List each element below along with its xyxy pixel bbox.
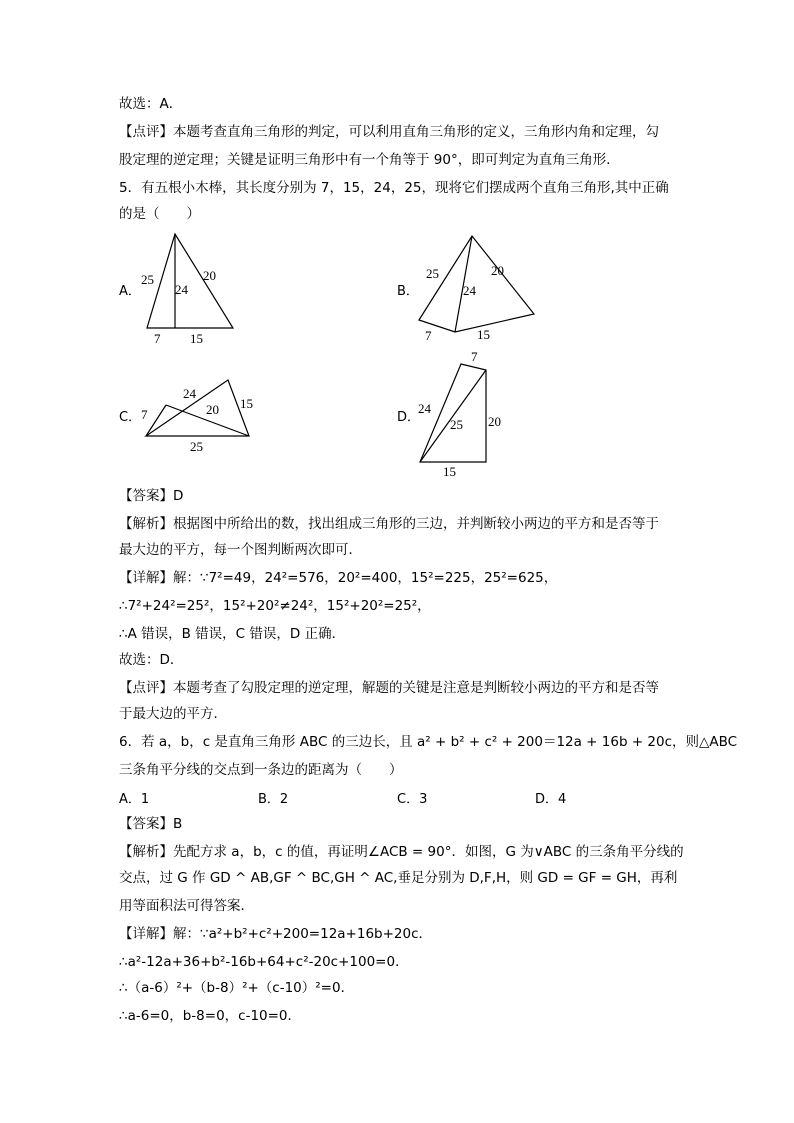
figure-b-label: 15: [477, 327, 490, 342]
figure-d-label: 7: [471, 349, 478, 364]
figure-c-label: 24: [183, 386, 196, 401]
figure-d-label: 25: [450, 417, 463, 432]
question-6-stem: 三条角平分线的交点到一条边的距离为（ ）: [119, 762, 403, 778]
analysis-text: 交点，过 G 作 GD ^ AB,GF ^ BC,GH ^ AC,垂足分别为 D,F,H，则 GD = GF = GH，再利: [119, 870, 678, 886]
figure-b-label: 24: [463, 283, 476, 298]
solution-text: ∴a²-12a+36+b²-16b+64+c²-20c+100=0．: [119, 954, 409, 970]
answer-label: 【答案】B: [119, 816, 183, 832]
question-6-stem: 6．若 a，b，c 是直角三角形 ABC 的三边长，且 a² + b² + c² + 200＝12a + 16b + 20c，则△ABC: [119, 734, 738, 750]
figure-c-label: 15: [240, 396, 253, 411]
analysis-text: 【解析】根据图中所给出的数，找出组成三角形的三边，并判断较小两边的平方和是否等于: [119, 516, 659, 532]
figure-b-label: 20: [491, 263, 504, 278]
figure-a-label: 20: [203, 268, 216, 283]
analysis-text: 【解析】先配方求 a，b，c 的值，再证明∠ACB = 90°．如图，G 为∨ABC 的三条角平分线的: [119, 844, 684, 860]
figure-d-label: 15: [443, 464, 456, 479]
option-a-label: A．: [119, 284, 141, 299]
figure-c-label: 20: [206, 402, 219, 417]
solution-text: 故选：D．: [119, 652, 184, 668]
figure-d-label: 24: [418, 401, 431, 416]
figure-b: [419, 236, 534, 332]
option-d: D．4: [535, 792, 567, 807]
figure-a-label: 24: [175, 282, 188, 297]
figure-a-label: 25: [141, 272, 154, 287]
solution-text: 【详解】解：∵a²+b²+c²+200=12a+16b+20c．: [119, 926, 433, 942]
option-d-label: D．: [397, 410, 421, 425]
solution-text: ∴a-6=0，b-8=0，c-10=0．: [119, 1008, 302, 1024]
figure-c: [146, 380, 249, 436]
answer-label: 【答案】D: [119, 488, 184, 504]
figure-b-label: 7: [425, 328, 432, 343]
figure-d-label: 20: [488, 414, 501, 429]
option-c-label: C．: [119, 410, 142, 425]
solution-text: ∴（a-6）²+（b-8）²+（c-10）²=0．: [119, 980, 355, 996]
text-line: 故选：A．: [119, 96, 183, 112]
option-b-label: B．: [397, 284, 419, 299]
question-5-stem: 的是（ ）: [119, 206, 200, 222]
text-line: 【点评】本题考查直角三角形的判定，可以利用直角三角形的定义，三角形内角和定理，勾: [119, 124, 659, 140]
figure-a-label: 7: [154, 331, 161, 346]
solution-text: ∴A 错误，B 错误，C 错误，D 正确．: [119, 626, 346, 642]
figure-c-label: 25: [190, 439, 203, 454]
solution-text: ∴7²+24²=25²，15²+20²≠24²，15²+20²=25²，: [119, 598, 431, 614]
figure-a-label: 15: [190, 331, 203, 346]
figure-b-label: 25: [426, 266, 439, 281]
option-b: B．2: [258, 792, 289, 807]
analysis-text: 用等面积法可得答案．: [119, 898, 254, 914]
solution-text: 【详解】解：∵7²=49，24²=576，20²=400，15²=225，25²=625，: [119, 570, 558, 586]
figure-c-label: 7: [141, 407, 148, 422]
figure-a: [147, 234, 233, 328]
option-a: A．1: [119, 792, 150, 807]
text-line: 股定理的逆定理；关键是证明三角形中有一个角等于 90°，即可判定为直角三角形．: [119, 152, 620, 168]
analysis-text: 最大边的平方，每一个图判断两次即可．: [119, 542, 362, 558]
option-c: C．3: [397, 792, 428, 807]
comment-text: 【点评】本题考查了勾股定理的逆定理，解题的关键是注意是判断较小两边的平方和是否等: [119, 680, 659, 696]
comment-text: 于最大边的平方．: [119, 706, 227, 722]
question-5-stem: 5．有五根小木棒，其长度分别为 7，15，24，25，现将它们摆成两个直角三角形,其中正确: [119, 180, 669, 196]
